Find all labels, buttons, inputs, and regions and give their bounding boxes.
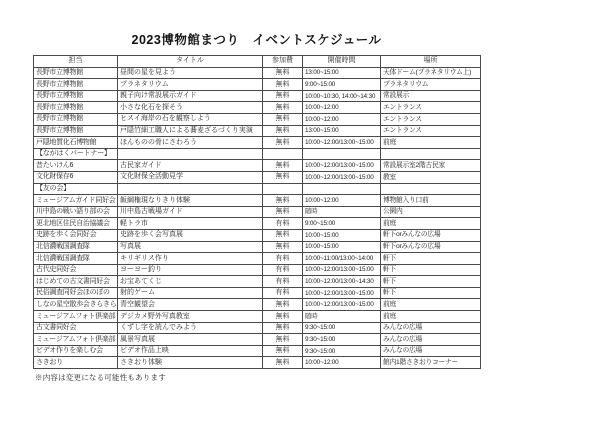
cell-time (303, 183, 381, 195)
cell-group: 長野市立博物館 (34, 67, 118, 79)
section-header-row (34, 148, 481, 160)
cell-place: みんなの広場 (381, 334, 481, 346)
cell-time: 10:00~12:00 (303, 102, 381, 114)
cell-time: 10:00~12:00/13:00~15:00 (303, 137, 381, 149)
cell-fee: 無料 (263, 322, 303, 334)
cell-group: 長野市立博物館 (34, 79, 118, 91)
cell-place: 博物館入り口前 (381, 195, 481, 207)
cell-place: 常設展示 (381, 90, 481, 102)
event-row (34, 137, 481, 149)
cell-title: ヒスイ海岸の石を観察しよう (118, 113, 263, 125)
cell-place: 軒下orみんなの広場 (381, 241, 481, 253)
cell-fee: 無料 (263, 79, 303, 91)
cell-title: くずし字を読んでみよう (118, 322, 263, 334)
cell-place (381, 183, 481, 195)
cell-group: さきおり (34, 357, 118, 369)
cell-fee: 無料 (263, 357, 303, 369)
cell-time: 10:00~15:00 (303, 241, 381, 253)
event-row (34, 241, 481, 253)
cell-place: 前庭 (381, 299, 481, 311)
cell-group: 民俗調査同好会ほのぼの (34, 287, 118, 299)
cell-time: 10:00~12:00/13:00~15:00 (303, 287, 381, 299)
cell-title: ほんものの骨にさわろう (118, 137, 263, 149)
cell-time: 随時 (303, 206, 381, 218)
cell-fee: 無料 (263, 195, 303, 207)
event-row (34, 264, 481, 276)
cell-fee: 無料 (263, 113, 303, 125)
cell-title: 戸隠竹細工職人による蕎麦ざるづくり実演 (118, 125, 263, 137)
event-row (34, 229, 481, 241)
cell-title: 小さな化石を探そう (118, 102, 263, 114)
event-row (34, 276, 481, 288)
cell-place: 軒下 (381, 253, 481, 265)
table-body (34, 67, 481, 368)
cell-time: 10:00~12:00/13:00~15:00 (303, 171, 381, 183)
cell-group: ビデオ作りを楽しむ会 (34, 345, 118, 357)
cell-fee: 無料 (263, 311, 303, 323)
cell-group: 史跡を歩く会同好会 (34, 229, 118, 241)
cell-fee: 無料 (263, 137, 303, 149)
cell-title: 写真展 (118, 241, 263, 253)
cell-place: エントランス (381, 125, 481, 137)
cell-title: 川中島古戦場ガイド (118, 206, 263, 218)
cell-time: 10:00~12:00/13:00~15:00 (303, 264, 381, 276)
cell-fee: 無料 (263, 102, 303, 114)
cell-place: みんなの広場 (381, 322, 481, 334)
event-row (34, 79, 481, 91)
footnote: ※内容は変更になる可能性もあります (35, 373, 166, 382)
cell-title (118, 183, 263, 195)
cell-time: 10:00~11:00/13:00~14:00 (303, 253, 381, 265)
cell-title: 古民家ガイド (118, 160, 263, 172)
cell-fee: 無料 (263, 67, 303, 79)
cell-title: デジカメ野外写真教室 (118, 311, 263, 323)
cell-time: 13:00~15:00 (303, 125, 381, 137)
cell-title: 昼間の星を見よう (118, 67, 263, 79)
cell-title: プラネタリウム (118, 79, 263, 91)
event-row (34, 357, 481, 369)
cell-title: 史跡を歩く会写真展 (118, 229, 263, 241)
cell-group: 古文書同好会 (34, 322, 118, 334)
cell-time: 9:00~15:00 (303, 218, 381, 230)
cell-place: 常設展示室2階古民家 (381, 160, 481, 172)
cell-place: 教室 (381, 171, 481, 183)
cell-place: 前庭 (381, 218, 481, 230)
cell-fee: 無料 (263, 171, 303, 183)
cell-fee: 無料 (263, 345, 303, 357)
cell-group: しなの星空散歩会きらきら (34, 299, 118, 311)
cell-group: 【ながはくパートナー】 (34, 148, 118, 160)
cell-time: 10:00~12:00/13:00~15:00 (303, 299, 381, 311)
cell-title (118, 148, 263, 160)
cell-group: ミュージアムガイド同好会 (34, 195, 118, 207)
col-header-fee: 参加費 (263, 56, 303, 68)
cell-time: 10:00~12:00 (303, 195, 381, 207)
cell-fee (263, 183, 303, 195)
cell-time: 13:00~15:00 (303, 67, 381, 79)
cell-group: 川中島の戦い語り部の会 (34, 206, 118, 218)
cell-fee: 無料 (263, 241, 303, 253)
cell-group: 文化財保存6 (34, 171, 118, 183)
event-row (34, 90, 481, 102)
cell-title: 風景写真展 (118, 334, 263, 346)
col-header-place: 場所 (381, 56, 481, 68)
event-row (34, 287, 481, 299)
cell-title: お宝あてくじ (118, 276, 263, 288)
cell-fee: 無料 (263, 160, 303, 172)
cell-place: みんなの広場 (381, 345, 481, 357)
event-row (34, 195, 481, 207)
cell-place: 軒下 (381, 287, 481, 299)
cell-fee: 有料 (263, 218, 303, 230)
event-row (34, 160, 481, 172)
cell-place: 前庭 (381, 137, 481, 149)
cell-title: キリギリス作り (118, 253, 263, 265)
event-row (34, 113, 481, 125)
cell-place: 軒下 (381, 264, 481, 276)
col-header-title: タイトル (118, 56, 263, 68)
cell-place: 館内1階さきおりコーナー (381, 357, 481, 369)
cell-group: 更北地区住民自治協議会 (34, 218, 118, 230)
cell-fee: 有料 (263, 276, 303, 288)
cell-time: 随時 (303, 311, 381, 323)
cell-group: 古代史同好会 (34, 264, 118, 276)
cell-place: 軒下orみんなの広場 (381, 229, 481, 241)
event-row (34, 206, 481, 218)
cell-title: ビデオ作品上映 (118, 345, 263, 357)
cell-time: 9:30~15:00 (303, 345, 381, 357)
col-header-time: 開催時間 (303, 56, 381, 68)
cell-group: はじめての古文書同好会 (34, 276, 118, 288)
cell-time (303, 148, 381, 160)
cell-group: 昔たいけん6 (34, 160, 118, 172)
cell-time: 9:00~15:00 (303, 79, 381, 91)
event-schedule-table (33, 55, 481, 369)
event-row (34, 322, 481, 334)
cell-title: 文化財保全活動見学 (118, 171, 263, 183)
cell-group: ミュージアムフォト倶楽部 (34, 311, 118, 323)
cell-group: 【友の会】 (34, 183, 118, 195)
event-row (34, 171, 481, 183)
cell-fee: 有料 (263, 287, 303, 299)
event-row (34, 311, 481, 323)
cell-group: 長野市立博物館 (34, 90, 118, 102)
cell-time: 10:00~12:00/13:00~15:00 (303, 160, 381, 172)
cell-fee: 無料 (263, 299, 303, 311)
cell-fee: 無料 (263, 90, 303, 102)
event-row (34, 345, 481, 357)
cell-time: 10:00~12:00 (303, 357, 381, 369)
cell-place: エントランス (381, 102, 481, 114)
page-title: 2023博物館まつり イベントスケジュール (131, 33, 382, 47)
cell-time: 10:00~10:30, 14:00~14:30 (303, 90, 381, 102)
event-row (34, 102, 481, 114)
cell-fee: 無料 (263, 229, 303, 241)
cell-title: 青空観望会 (118, 299, 263, 311)
cell-place: 公園内 (381, 206, 481, 218)
event-row (34, 334, 481, 346)
cell-place: 天体ドーム(プラネタリウム上) (381, 67, 481, 79)
section-header-row (34, 183, 481, 195)
cell-group: 北信濃戦国調査隊 (34, 241, 118, 253)
cell-group: 長野市立博物館 (34, 102, 118, 114)
event-row (34, 218, 481, 230)
cell-title: 親子向け常設展示ガイド (118, 90, 263, 102)
event-row (34, 253, 481, 265)
cell-title: 軽トラ市 (118, 218, 263, 230)
cell-time: 10:00~12:00/13:00~14:30 (303, 276, 381, 288)
event-row (34, 299, 481, 311)
cell-fee: 無料 (263, 334, 303, 346)
cell-time: 9:30~15:00 (303, 334, 381, 346)
cell-fee: 無料 (263, 206, 303, 218)
cell-place: 前庭 (381, 311, 481, 323)
cell-fee: 有料 (263, 264, 303, 276)
cell-place: プラネタリウム (381, 79, 481, 91)
cell-fee (263, 148, 303, 160)
cell-group: 戸隠地質化石博物館 (34, 137, 118, 149)
cell-group: 長野市立博物館 (34, 125, 118, 137)
cell-time: 9:30~15:00 (303, 322, 381, 334)
cell-fee: 有料 (263, 253, 303, 265)
col-header-group: 担当 (34, 56, 118, 68)
cell-time: 10:00~15:00 (303, 229, 381, 241)
table-header-row (34, 56, 481, 68)
cell-title: ヨーヨー釣り (118, 264, 263, 276)
cell-title: さきおり体験 (118, 357, 263, 369)
event-row (34, 67, 481, 79)
cell-place (381, 148, 481, 160)
cell-place: 軒下 (381, 276, 481, 288)
cell-group: 北信濃戦国調査隊 (34, 253, 118, 265)
cell-fee: 無料 (263, 125, 303, 137)
event-row (34, 125, 481, 137)
cell-time: 10:00~12:00 (303, 113, 381, 125)
cell-group: ミュージアムフォト倶楽部 (34, 334, 118, 346)
cell-place: エントランス (381, 113, 481, 125)
cell-title: 飯綱権現なりきり体験 (118, 195, 263, 207)
cell-title: 射的ゲーム (118, 287, 263, 299)
cell-group: 長野市立博物館 (34, 113, 118, 125)
